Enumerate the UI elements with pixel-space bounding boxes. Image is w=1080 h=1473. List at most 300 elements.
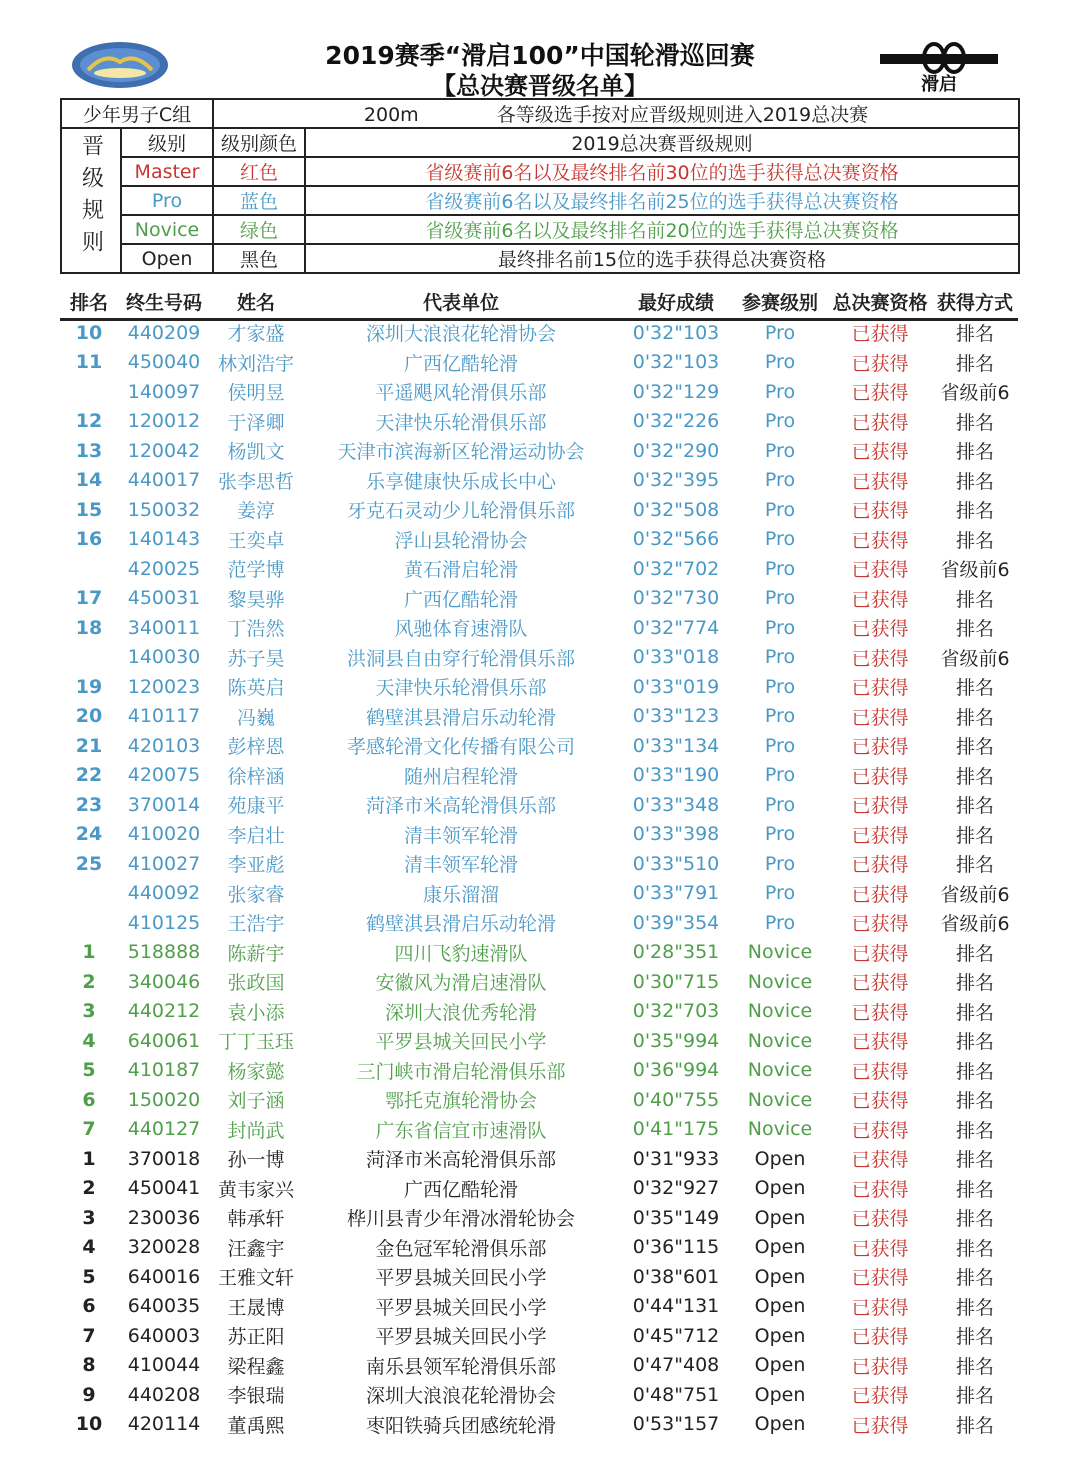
qualification-cell: 已获得 <box>851 618 909 641</box>
level-cell: Open <box>754 1236 806 1259</box>
best-time-cell: 0'44"131 <box>632 1295 720 1318</box>
table-row <box>60 1203 1018 1233</box>
col-best: 最好成绩 <box>637 292 714 314</box>
best-time-cell: 0'28"351 <box>632 941 720 964</box>
name-cell: 李银瑞 <box>227 1385 285 1408</box>
method-cell: 排名 <box>955 942 994 965</box>
rule-level: Open <box>121 244 213 273</box>
rule-text: 最终排名前15位的选手获得总决赛资格 <box>305 244 1019 273</box>
best-time-cell: 0'33"134 <box>632 734 720 757</box>
level-cell: Novice <box>747 1088 813 1111</box>
unit-cell: 鄂托克旗轮滑协会 <box>384 1090 537 1113</box>
name-cell: 张李思哲 <box>217 470 294 493</box>
level-cell: Pro <box>764 852 796 875</box>
qualification-cell: 已获得 <box>851 1296 909 1319</box>
table-row <box>60 702 1018 732</box>
best-time-cell: 0'53"157 <box>632 1413 720 1436</box>
table-row <box>60 997 1018 1027</box>
col-name: 姓名 <box>236 292 275 314</box>
qualification-cell: 已获得 <box>851 854 909 877</box>
table-row <box>60 879 1018 909</box>
rank-cell: 2 <box>82 970 96 993</box>
qualification-cell: 已获得 <box>851 1326 909 1349</box>
number-cell: 140143 <box>127 528 201 551</box>
qualification-cell: 已获得 <box>851 1267 909 1290</box>
name-cell: 范学博 <box>227 559 285 582</box>
number-cell: 410187 <box>127 1059 201 1082</box>
rank-cell: 1 <box>82 941 96 964</box>
qualification-cell: 已获得 <box>851 411 909 434</box>
table-row <box>60 1085 1018 1115</box>
name-cell: 王晟博 <box>227 1296 285 1319</box>
unit-cell: 天津市滨海新区轮滑运动协会 <box>337 441 585 464</box>
number-cell: 150032 <box>127 498 201 521</box>
rank-cell: 19 <box>75 675 103 698</box>
number-cell: 370014 <box>127 793 201 816</box>
best-time-cell: 0'32"703 <box>632 1000 720 1023</box>
number-cell: 640061 <box>127 1029 201 1052</box>
best-time-cell: 0'47"408 <box>632 1354 720 1377</box>
method-cell: 排名 <box>955 323 994 346</box>
name-cell: 徐梓涵 <box>227 765 285 788</box>
table-row <box>60 820 1018 850</box>
level-cell: Open <box>754 1383 806 1406</box>
level-cell: Open <box>754 1324 806 1347</box>
best-time-cell: 0'33"398 <box>632 823 720 846</box>
rule-color: 红色 <box>213 157 305 186</box>
unit-cell: 深圳大浪浪花轮滑协会 <box>365 1385 556 1408</box>
name-cell: 侯明昱 <box>227 382 285 405</box>
rank-cell: 3 <box>82 1000 96 1023</box>
rule-row-open <box>61 244 1019 273</box>
rule-color: 黑色 <box>213 244 305 273</box>
table-row <box>60 554 1018 584</box>
name-cell: 袁小添 <box>227 1001 285 1024</box>
name-cell: 陈英启 <box>227 677 285 700</box>
name-cell: 李亚彪 <box>227 854 285 877</box>
level-cell: Pro <box>764 380 796 403</box>
number-cell: 420114 <box>127 1413 201 1436</box>
rank-cell: 10 <box>75 1413 103 1436</box>
name-cell: 陈薪宇 <box>227 942 285 965</box>
unit-cell: 鹤壁淇县滑启乐动轮滑 <box>365 913 556 936</box>
number-cell: 370018 <box>127 1147 201 1170</box>
table-row <box>60 1321 1018 1351</box>
unit-cell: 广东省信宜市速滑队 <box>375 1119 547 1142</box>
method-cell: 排名 <box>955 1090 994 1113</box>
level-cell: Novice <box>747 970 813 993</box>
best-time-cell: 0'33"348 <box>632 793 720 816</box>
qualification-cell: 已获得 <box>851 441 909 464</box>
rule-row-pro <box>61 186 1019 215</box>
qualification-cell: 已获得 <box>851 500 909 523</box>
rank-cell: 3 <box>82 1206 96 1229</box>
rank-cell: 5 <box>82 1059 96 1082</box>
name-cell: 林刘浩宇 <box>217 352 294 375</box>
method-cell: 排名 <box>955 706 994 729</box>
col-unit: 代表单位 <box>422 292 499 314</box>
number-cell: 440212 <box>127 1000 201 1023</box>
rule-level: Novice <box>121 215 213 244</box>
number-cell: 120012 <box>127 410 201 433</box>
level-cell: Pro <box>764 528 796 551</box>
rank-cell: 6 <box>82 1295 96 1318</box>
col-qualification: 总决赛资格 <box>832 292 928 314</box>
rank-cell: 7 <box>82 1118 96 1141</box>
qualification-cell: 已获得 <box>851 972 909 995</box>
best-time-cell: 0'32"566 <box>632 528 720 551</box>
unit-cell: 广西亿酷轮滑 <box>403 588 518 611</box>
qualification-cell: 已获得 <box>851 382 909 405</box>
rank-cell: 16 <box>75 528 103 551</box>
number-cell: 420075 <box>127 764 201 787</box>
qualification-cell: 已获得 <box>851 470 909 493</box>
best-time-cell: 0'33"190 <box>632 764 720 787</box>
rank-cell: 14 <box>75 469 103 492</box>
number-cell: 320028 <box>127 1236 201 1259</box>
name-cell: 苑康平 <box>227 795 285 818</box>
group-label: 少年男子C组 <box>61 99 213 128</box>
rank-cell: 12 <box>75 410 103 433</box>
page-subtitle: 【总决赛晋级名单】 <box>432 72 648 100</box>
rule-text: 省级赛前6名以及最终排名前20位的选手获得总决赛资格 <box>305 215 1019 244</box>
rules-table <box>60 98 1020 274</box>
qualification-cell: 已获得 <box>851 1355 909 1378</box>
rule-color: 蓝色 <box>213 186 305 215</box>
name-cell: 孙一博 <box>227 1149 285 1172</box>
name-cell: 丁浩然 <box>227 618 285 641</box>
level-cell: Pro <box>764 587 796 610</box>
level-cell: Pro <box>764 557 796 580</box>
number-cell: 230036 <box>127 1206 201 1229</box>
qualification-cell: 已获得 <box>851 1090 909 1113</box>
method-cell: 排名 <box>955 1178 994 1201</box>
best-time-cell: 0'32"730 <box>632 587 720 610</box>
qualification-cell: 已获得 <box>851 588 909 611</box>
name-cell: 杨家懿 <box>227 1060 285 1083</box>
unit-cell: 浮山县轮滑协会 <box>394 529 528 552</box>
best-time-cell: 0'33"510 <box>632 852 720 875</box>
method-cell: 排名 <box>955 824 994 847</box>
rank-cell: 5 <box>82 1265 96 1288</box>
level-cell: Pro <box>764 911 796 934</box>
rule-color: 绿色 <box>213 215 305 244</box>
name-cell: 苏正阳 <box>227 1326 285 1349</box>
unit-cell: 平罗县城关回民小学 <box>375 1031 547 1054</box>
qualification-cell: 已获得 <box>851 647 909 670</box>
table-row <box>60 377 1018 407</box>
method-cell: 排名 <box>955 1031 994 1054</box>
table-row <box>60 495 1018 525</box>
number-cell: 140097 <box>127 380 201 403</box>
col-rank: 排名 <box>69 292 108 314</box>
distance-note <box>213 99 1019 128</box>
level-cell: Pro <box>764 469 796 492</box>
best-time-cell: 0'32"129 <box>632 380 720 403</box>
number-cell: 440127 <box>127 1118 201 1141</box>
rank-cell: 24 <box>75 823 103 846</box>
unit-cell: 深圳大浪优秀轮滑 <box>384 1001 537 1024</box>
name-cell: 姜淳 <box>236 500 275 523</box>
unit-cell: 天津快乐轮滑俱乐部 <box>375 411 547 434</box>
method-cell: 排名 <box>955 470 994 493</box>
rank-cell: 20 <box>75 705 103 728</box>
unit-cell: 桦川县青少年滑冰滑轮协会 <box>346 1208 575 1231</box>
level-cell: Novice <box>747 1118 813 1141</box>
table-row <box>60 584 1018 614</box>
unit-cell: 四川飞豹速滑队 <box>394 942 528 965</box>
name-cell: 汪鑫宇 <box>227 1237 285 1260</box>
number-cell: 440209 <box>127 321 201 344</box>
unit-cell: 孝感轮滑文化传播有限公司 <box>346 736 575 759</box>
qualification-cell: 已获得 <box>851 1119 909 1142</box>
rank-cell: 22 <box>75 764 103 787</box>
name-cell: 韩承轩 <box>227 1208 285 1231</box>
unit-cell: 菏泽市米高轮滑俱乐部 <box>365 795 556 818</box>
method-cell: 排名 <box>955 972 994 995</box>
level-cell: Pro <box>764 675 796 698</box>
skate-start-100-logo-icon <box>878 38 1000 94</box>
rule-text: 省级赛前6名以及最终排名前25位的选手获得总决赛资格 <box>305 186 1019 215</box>
best-time-cell: 0'36"994 <box>632 1059 720 1082</box>
rank-cell: 13 <box>75 439 103 462</box>
method-cell: 排名 <box>955 1296 994 1319</box>
best-time-cell: 0'32"103 <box>632 351 720 374</box>
method-cell: 排名 <box>955 1149 994 1172</box>
level-cell: Pro <box>764 410 796 433</box>
rank-cell: 25 <box>75 852 103 875</box>
table-row <box>60 1380 1018 1410</box>
number-cell: 120042 <box>127 439 201 462</box>
table-row <box>60 1144 1018 1174</box>
method-cell: 省级前6 <box>940 647 1010 670</box>
results-list <box>60 318 1018 1439</box>
unit-cell: 康乐溜溜 <box>422 883 499 906</box>
table-row <box>60 1351 1018 1381</box>
best-time-cell: 0'35"994 <box>632 1029 720 1052</box>
level-cell: Pro <box>764 705 796 728</box>
unit-cell: 平遥飓风轮滑俱乐部 <box>375 382 547 405</box>
number-cell: 640035 <box>127 1295 201 1318</box>
table-row <box>60 407 1018 437</box>
level-cell: Open <box>754 1177 806 1200</box>
best-time-cell: 0'30"715 <box>632 970 720 993</box>
method-cell: 排名 <box>955 1060 994 1083</box>
rule-row-novice <box>61 215 1019 244</box>
number-cell: 340046 <box>127 970 201 993</box>
number-cell: 410044 <box>127 1354 201 1377</box>
method-cell: 排名 <box>955 1208 994 1231</box>
qualification-cell: 已获得 <box>851 677 909 700</box>
rank-cell: 17 <box>75 587 103 610</box>
name-cell: 刘子涵 <box>227 1090 285 1113</box>
unit-cell: 洪洞县自由穿行轮滑俱乐部 <box>346 647 575 670</box>
table-row <box>60 1233 1018 1263</box>
rank-cell: 9 <box>82 1383 96 1406</box>
table-row <box>60 466 1018 496</box>
name-cell: 杨凯文 <box>227 441 285 464</box>
level-cell: Pro <box>764 823 796 846</box>
name-cell: 王雅文轩 <box>217 1267 294 1290</box>
best-time-cell: 0'32"290 <box>632 439 720 462</box>
name-cell: 黎昊骅 <box>227 588 285 611</box>
level-cell: Novice <box>747 1059 813 1082</box>
number-cell: 340011 <box>127 616 201 639</box>
unit-cell: 黄石滑启轮滑 <box>403 559 518 582</box>
qualification-cell: 已获得 <box>851 1060 909 1083</box>
qualification-cell: 已获得 <box>851 1237 909 1260</box>
best-time-cell: 0'48"751 <box>632 1383 720 1406</box>
method-cell: 排名 <box>955 411 994 434</box>
qualification-cell: 已获得 <box>851 1149 909 1172</box>
number-cell: 450031 <box>127 587 201 610</box>
number-cell: 450041 <box>127 1177 201 1200</box>
method-cell: 省级前6 <box>940 913 1010 936</box>
table-row <box>60 643 1018 673</box>
table-row <box>60 1115 1018 1145</box>
best-time-cell: 0'32"226 <box>632 410 720 433</box>
name-cell: 梁程鑫 <box>227 1355 285 1378</box>
unit-cell: 清丰领军轮滑 <box>403 854 518 877</box>
rank-cell: 7 <box>82 1324 96 1347</box>
name-cell: 丁丁玉珏 <box>217 1031 294 1054</box>
number-cell: 120023 <box>127 675 201 698</box>
method-cell: 排名 <box>955 588 994 611</box>
number-cell: 420025 <box>127 557 201 580</box>
method-cell: 排名 <box>955 1267 994 1290</box>
name-cell: 苏子昊 <box>227 647 285 670</box>
rank-cell: 2 <box>82 1177 96 1200</box>
number-cell: 640003 <box>127 1324 201 1347</box>
best-time-cell: 0'33"123 <box>632 705 720 728</box>
table-row <box>60 1056 1018 1086</box>
name-cell: 彭梓恩 <box>227 736 285 759</box>
qualification-cell: 已获得 <box>851 765 909 788</box>
rank-cell: 23 <box>75 793 103 816</box>
rules-side-label: 晋级规则 <box>61 128 121 273</box>
table-row <box>60 318 1018 348</box>
unit-cell: 广西亿酷轮滑 <box>403 1178 518 1201</box>
rank-cell: 6 <box>82 1088 96 1111</box>
method-cell: 省级前6 <box>940 559 1010 582</box>
number-cell: 140030 <box>127 646 201 669</box>
table-row <box>60 672 1018 702</box>
level-cell: Pro <box>764 321 796 344</box>
level-cell: Open <box>754 1206 806 1229</box>
name-cell: 黄韦家兴 <box>217 1178 294 1201</box>
unit-cell: 深圳大浪浪花轮滑协会 <box>365 323 556 346</box>
level-cell: Novice <box>747 1000 813 1023</box>
qualification-cell: 已获得 <box>851 352 909 375</box>
qualification-cell: 已获得 <box>851 1031 909 1054</box>
unit-cell: 金色冠军轮滑俱乐部 <box>375 1237 547 1260</box>
name-cell: 董禹熙 <box>227 1414 285 1437</box>
results-column-headers <box>60 288 1018 321</box>
table-row <box>60 908 1018 938</box>
level-cell: Pro <box>764 764 796 787</box>
number-cell: 640016 <box>127 1265 201 1288</box>
table-row <box>60 1410 1018 1440</box>
table-row <box>60 967 1018 997</box>
table-row <box>60 1026 1018 1056</box>
number-cell: 410125 <box>127 911 201 934</box>
qualification-cell: 已获得 <box>851 736 909 759</box>
table-row <box>60 849 1018 879</box>
number-cell: 410020 <box>127 823 201 846</box>
best-time-cell: 0'40"755 <box>632 1088 720 1111</box>
level-cell: Open <box>754 1354 806 1377</box>
unit-cell: 牙克石灵动少儿轮滑俱乐部 <box>346 500 575 523</box>
unit-cell: 清丰领军轮滑 <box>403 824 518 847</box>
best-time-cell: 0'31"933 <box>632 1147 720 1170</box>
qualification-cell: 已获得 <box>851 529 909 552</box>
level-cell: Novice <box>747 1029 813 1052</box>
level-header: 级别 <box>121 128 213 157</box>
unit-cell: 广西亿酷轮滑 <box>403 352 518 375</box>
distance: 200m <box>363 104 419 126</box>
number-cell: 410027 <box>127 852 201 875</box>
rank-cell: 10 <box>75 321 103 344</box>
method-cell: 排名 <box>955 1119 994 1142</box>
table-row <box>60 938 1018 968</box>
name-cell: 才家盛 <box>227 323 285 346</box>
method-cell: 排名 <box>955 736 994 759</box>
qualification-cell: 已获得 <box>851 883 909 906</box>
unit-cell: 随州启程轮滑 <box>403 765 518 788</box>
level-cell: Pro <box>764 616 796 639</box>
method-cell: 排名 <box>955 1355 994 1378</box>
rank-cell: 4 <box>82 1236 96 1259</box>
rank-cell: 8 <box>82 1354 96 1377</box>
qualification-cell: 已获得 <box>851 1208 909 1231</box>
page-header <box>0 0 1080 98</box>
table-row <box>60 731 1018 761</box>
method-cell: 排名 <box>955 1385 994 1408</box>
best-time-cell: 0'35"149 <box>632 1206 720 1229</box>
number-cell: 420103 <box>127 734 201 757</box>
table-row <box>60 1174 1018 1204</box>
table-row <box>60 761 1018 791</box>
method-cell: 排名 <box>955 441 994 464</box>
unit-cell: 安徽风为滑启速滑队 <box>375 972 547 995</box>
unit-cell: 平罗县城关回民小学 <box>375 1267 547 1290</box>
rule-level: Master <box>121 157 213 186</box>
best-time-cell: 0'32"103 <box>632 321 720 344</box>
rank-cell: 4 <box>82 1029 96 1052</box>
table-row <box>60 1262 1018 1292</box>
table-row <box>60 436 1018 466</box>
qualification-cell: 已获得 <box>851 1385 909 1408</box>
name-cell: 李启壮 <box>227 824 285 847</box>
level-cell: Pro <box>764 498 796 521</box>
number-cell: 150020 <box>127 1088 201 1111</box>
best-time-cell: 0'32"927 <box>632 1177 720 1200</box>
level-cell: Open <box>754 1413 806 1436</box>
method-cell: 排名 <box>955 1414 994 1437</box>
best-time-cell: 0'33"791 <box>632 882 720 905</box>
best-time-cell: 0'39"354 <box>632 911 720 934</box>
col-number: 终生号码 <box>125 292 202 314</box>
table-row <box>60 790 1018 820</box>
method-cell: 排名 <box>955 1237 994 1260</box>
level-cell: Pro <box>764 793 796 816</box>
number-cell: 440017 <box>127 469 201 492</box>
rank-cell: 21 <box>75 734 103 757</box>
name-cell: 冯巍 <box>236 706 275 729</box>
best-time-cell: 0'32"774 <box>632 616 720 639</box>
rule-header: 2019总决赛晋级规则 <box>305 128 1019 157</box>
best-time-cell: 0'33"019 <box>632 675 720 698</box>
